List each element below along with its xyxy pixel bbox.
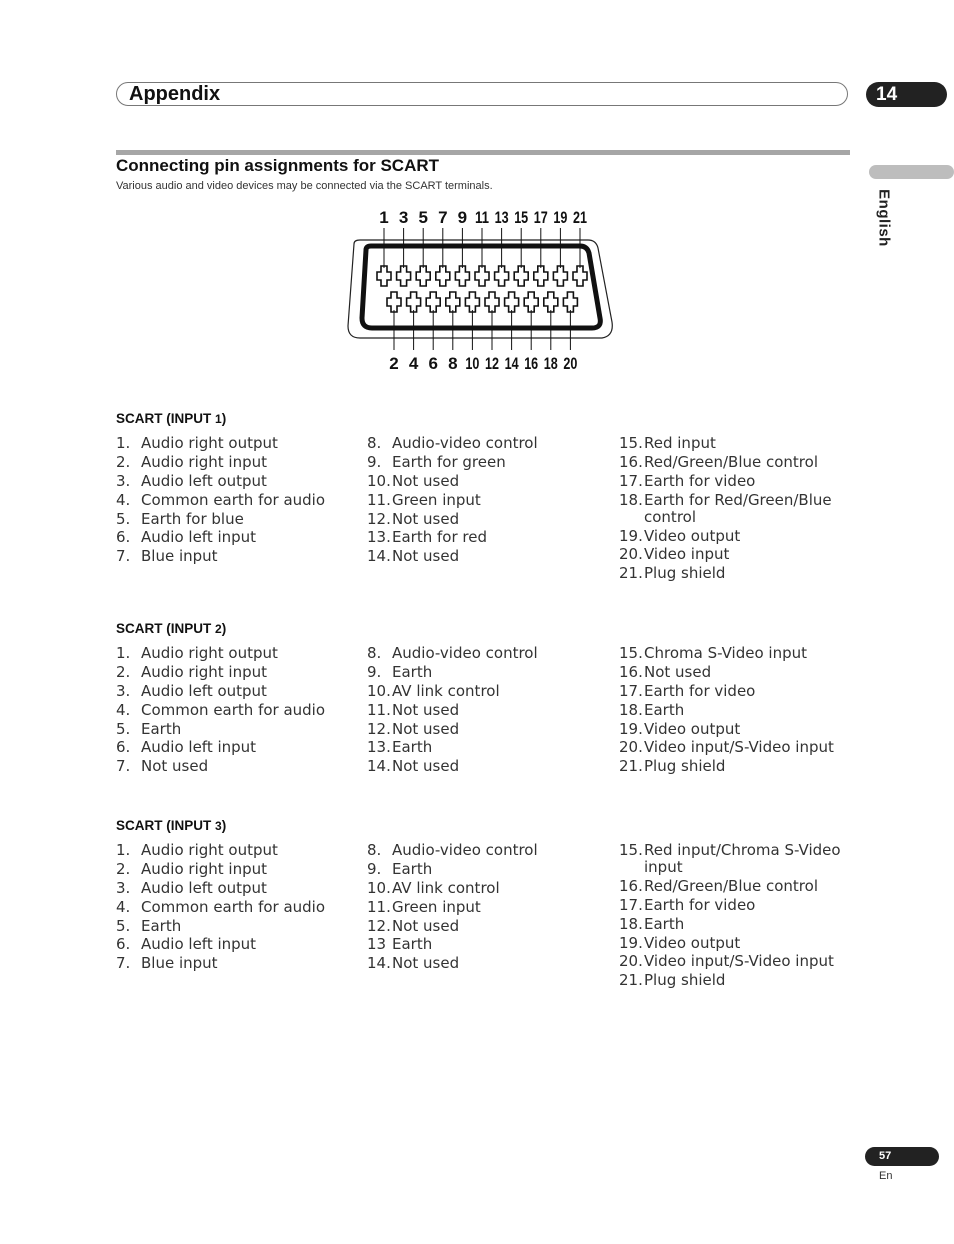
- pin-number: 3.: [116, 681, 131, 700]
- pin-10-contact: [465, 292, 479, 312]
- pin-number: 18.: [619, 700, 643, 719]
- list-item: [619, 972, 864, 989]
- pin-label: 9: [457, 208, 468, 227]
- pin-number: 16.: [619, 876, 643, 895]
- list-item: [367, 435, 612, 452]
- list-item: [367, 529, 612, 546]
- list-item: [367, 861, 612, 878]
- pin-number: 6.: [116, 935, 131, 954]
- scart-input-heading: [116, 621, 226, 636]
- pin-label: 5: [418, 208, 428, 227]
- pin-number: 14.: [367, 547, 391, 566]
- pin-function: Video input: [644, 545, 730, 564]
- pin-number: 7.: [116, 954, 131, 973]
- pin-label: 17: [533, 208, 548, 227]
- heading-text: SCART (INPUT: [116, 818, 215, 833]
- list-item: [367, 899, 612, 916]
- pin-function: Video output: [644, 526, 741, 545]
- list-item: [619, 683, 864, 700]
- pin-function: Audio left input: [141, 738, 257, 757]
- pin-number: 8.: [367, 434, 382, 452]
- pin-label: 4: [408, 354, 419, 373]
- pin-function: Audio-video control: [392, 434, 538, 452]
- pin-18-contact: [544, 292, 558, 312]
- pin-number: 6.: [116, 528, 131, 547]
- pin-function: Plug shield: [644, 971, 726, 990]
- pin-function: AV link control: [392, 878, 500, 897]
- pin-number: 4.: [116, 700, 131, 719]
- pin-16-contact: [524, 292, 538, 312]
- list-item: [619, 435, 864, 452]
- pin-label: 12: [485, 354, 499, 373]
- pin-function: Earth for red: [392, 528, 487, 547]
- chapter-badge: 14: [866, 82, 947, 107]
- pin-function: Not used: [392, 700, 460, 719]
- list-item: [619, 953, 864, 970]
- list-item: [116, 664, 361, 681]
- language-tab: [869, 165, 954, 179]
- pin-7-contact: [436, 266, 450, 286]
- scart-input-heading: [116, 818, 226, 833]
- pin-number: 4.: [116, 490, 131, 509]
- connector-outer-shell: [348, 240, 612, 338]
- pin-14-contact: [505, 292, 519, 312]
- pin-1-contact: [377, 266, 391, 286]
- pin-number: 12.: [367, 719, 391, 738]
- pin-label: 8: [448, 354, 458, 373]
- scart-input-heading: [116, 411, 226, 426]
- pin-number: 7.: [116, 547, 131, 566]
- list-item: [619, 454, 864, 471]
- heading-suffix: ): [221, 411, 227, 426]
- pin-function: Audio right output: [141, 434, 278, 452]
- pin-function: Earth for video: [644, 681, 756, 700]
- pin-number: 12.: [367, 916, 391, 935]
- heading-suffix: ): [221, 621, 227, 636]
- pin-number: 3.: [116, 878, 131, 897]
- pin-column: [619, 435, 864, 584]
- pin-number: 15.: [619, 841, 643, 859]
- pin-function: Plug shield: [644, 564, 726, 583]
- list-item: [116, 918, 361, 935]
- pin-function: Common earth for audio: [141, 700, 326, 719]
- pin-function: Earth for blue: [141, 509, 244, 528]
- pin-function: Not used: [392, 916, 460, 935]
- list-item: [367, 936, 612, 953]
- pin-label: 19: [553, 208, 568, 227]
- pin-function: Not used: [644, 662, 712, 681]
- list-item: [619, 565, 864, 582]
- pin-number: 9.: [367, 452, 382, 471]
- list-item: [619, 935, 864, 952]
- pin-function: Not used: [392, 509, 460, 528]
- list-item: [619, 702, 864, 719]
- pin-number: 5.: [116, 509, 131, 528]
- list-item: [116, 842, 361, 859]
- pin-2-contact: [387, 292, 401, 312]
- pin-number: 6.: [116, 738, 131, 757]
- pin-number: 13.: [367, 528, 391, 547]
- pin-label: 20: [563, 354, 578, 373]
- pin-number: 17.: [619, 895, 643, 914]
- pin-label: 11: [475, 208, 489, 227]
- pin-function: Not used: [392, 757, 460, 776]
- pin-number: 1.: [116, 841, 131, 859]
- pin-number: 20.: [619, 952, 643, 971]
- list-item: [619, 664, 864, 681]
- pin-function: Earth for Red/Green/Blue control: [644, 490, 832, 526]
- list-item: [619, 721, 864, 738]
- pin-number: 5.: [116, 719, 131, 738]
- pin-number: 16.: [619, 662, 643, 681]
- pin-column: [619, 645, 864, 777]
- pin-function: Common earth for audio: [141, 897, 326, 916]
- pin-function: Earth: [392, 935, 433, 954]
- heading-input-number: 3: [215, 819, 222, 833]
- pin-label: 14: [504, 354, 519, 373]
- pin-number: 11.: [367, 700, 391, 719]
- pin-function: Not used: [392, 954, 460, 973]
- pin-number: 9.: [367, 859, 382, 878]
- pin-number: 18.: [619, 490, 643, 509]
- pin-function: AV link control: [392, 681, 500, 700]
- heading-input-number: 1: [215, 412, 222, 426]
- list-item: [619, 758, 864, 775]
- list-item: [367, 739, 612, 756]
- pin-function: Blue input: [141, 954, 218, 973]
- pin-function: Red/Green/Blue control: [644, 452, 818, 471]
- list-item: [619, 739, 864, 756]
- list-item: [116, 548, 361, 565]
- pin-number: 8.: [367, 644, 382, 662]
- pin-function: Green input: [392, 897, 481, 916]
- pin-column: [116, 435, 361, 567]
- pin-15-contact: [514, 266, 528, 286]
- pin-function: Earth for video: [644, 895, 756, 914]
- section-title: Connecting pin assignments for SCART: [116, 156, 440, 175]
- pin-function: Audio right input: [141, 859, 267, 878]
- pin-number: 3.: [116, 471, 131, 490]
- pin-number: 10.: [367, 681, 391, 700]
- pin-function: Video input/S-Video input: [644, 952, 834, 971]
- heading-input-number: 2: [215, 622, 222, 636]
- pin-column: [367, 842, 612, 974]
- pin-function: Audio right output: [141, 841, 278, 859]
- list-item: [367, 955, 612, 972]
- pin-function: Earth: [644, 914, 685, 933]
- list-item: [116, 861, 361, 878]
- pin-label: 2: [389, 354, 399, 373]
- list-item: [367, 492, 612, 509]
- pin-label: 21: [573, 208, 587, 227]
- list-item: [619, 546, 864, 563]
- list-item: [367, 511, 612, 528]
- pin-function: Chroma S-Video input: [644, 644, 808, 662]
- page-title: Appendix: [129, 83, 221, 105]
- pin-column: [619, 842, 864, 991]
- scart-connector-diagram: [340, 200, 620, 380]
- heading-text: SCART (INPUT: [116, 411, 215, 426]
- list-item: [367, 473, 612, 490]
- connector-inner-shell: [362, 246, 600, 328]
- pin-function: Earth: [644, 700, 685, 719]
- pin-function: Plug shield: [644, 757, 726, 776]
- pin-label: 18: [543, 354, 558, 373]
- pin-6-contact: [426, 292, 440, 312]
- pin-label: 13: [494, 208, 509, 227]
- pin-label: 15: [514, 208, 529, 227]
- pin-function: Not used: [392, 471, 460, 490]
- pin-number: 7.: [116, 757, 131, 776]
- pin-number: 8.: [367, 841, 382, 859]
- pin-function: Earth: [392, 738, 433, 757]
- pin-number: 20.: [619, 738, 643, 757]
- section-description: Various audio and video devices may be connected via the SCART terminals.: [116, 180, 493, 192]
- pin-function: Earth: [141, 916, 182, 935]
- list-item: [116, 492, 361, 509]
- list-item: [116, 880, 361, 897]
- pin-column: [367, 435, 612, 567]
- pin-function: Earth: [141, 719, 182, 738]
- list-item: [367, 758, 612, 775]
- pin-number: 15.: [619, 644, 643, 662]
- list-item: [367, 918, 612, 935]
- pin-number: 17.: [619, 471, 643, 490]
- pin-number: 14.: [367, 954, 391, 973]
- list-item: [116, 721, 361, 738]
- pin-label: 1: [379, 208, 389, 227]
- list-item: [116, 955, 361, 972]
- pin-number: 10.: [367, 471, 391, 490]
- list-item: [367, 702, 612, 719]
- pin-number: 2.: [116, 662, 131, 681]
- list-item: [116, 739, 361, 756]
- pin-number: 10.: [367, 878, 391, 897]
- pin-label: 16: [524, 354, 539, 373]
- pin-4-contact: [407, 292, 421, 312]
- list-item: [367, 454, 612, 471]
- pin-function: Red input: [644, 434, 716, 452]
- pin-number: 15.: [619, 434, 643, 452]
- pin-function: Earth for video: [644, 471, 756, 490]
- language-label: English: [875, 189, 893, 247]
- pin-11-contact: [475, 266, 489, 286]
- pin-function: Green input: [392, 490, 481, 509]
- pin-label: 7: [438, 208, 448, 227]
- pin-19-contact: [553, 266, 567, 286]
- pin-function: Not used: [392, 719, 460, 738]
- pin-column: [116, 842, 361, 974]
- pin-5-contact: [416, 266, 430, 286]
- pin-17-contact: [534, 266, 548, 286]
- pin-number: 19.: [619, 526, 643, 545]
- list-item: [116, 758, 361, 775]
- pin-label: 6: [428, 354, 438, 373]
- pin-number: 11.: [367, 897, 391, 916]
- pin-function: Video input/S-Video input: [644, 738, 834, 757]
- pin-function: Red input/Chroma S-Video input: [644, 841, 841, 876]
- pin-20-contact: [563, 292, 577, 312]
- pin-number: 21.: [619, 971, 643, 990]
- pin-9-contact: [455, 266, 469, 286]
- list-item: [116, 529, 361, 546]
- pin-number: 2.: [116, 859, 131, 878]
- page-language: En: [879, 1170, 893, 1182]
- pin-function: Audio left output: [141, 681, 267, 700]
- pin-function: Audio right input: [141, 452, 267, 471]
- pin-number: 21.: [619, 564, 643, 583]
- pin-function: Audio left output: [141, 471, 267, 490]
- pin-number: 12.: [367, 509, 391, 528]
- heading-suffix: ): [221, 818, 227, 833]
- list-item: [367, 721, 612, 738]
- pin-number: 17.: [619, 681, 643, 700]
- list-item: [619, 842, 864, 876]
- pin-function: Red/Green/Blue control: [644, 876, 818, 895]
- pin-3-contact: [397, 266, 411, 286]
- pin-function: Blue input: [141, 547, 218, 566]
- list-item: [367, 842, 612, 859]
- pin-label: 3: [398, 208, 409, 227]
- pin-function: Audio-video control: [392, 841, 538, 859]
- pin-number: 13: [367, 935, 387, 954]
- list-item: [367, 645, 612, 662]
- pin-13-contact: [495, 266, 509, 286]
- section-rule: [116, 150, 850, 155]
- pin-number: 4.: [116, 897, 131, 916]
- pin-function: Audio left output: [141, 878, 267, 897]
- pin-function: Audio right input: [141, 662, 267, 681]
- pin-column: [116, 645, 361, 777]
- list-item: [619, 645, 864, 662]
- pin-number: 1.: [116, 644, 131, 662]
- list-item: [116, 511, 361, 528]
- list-item: [619, 473, 864, 490]
- list-item: [116, 899, 361, 916]
- pin-number: 19.: [619, 933, 643, 952]
- pin-function: Common earth for audio: [141, 490, 326, 509]
- list-item: [367, 664, 612, 681]
- pin-number: 13.: [367, 738, 391, 757]
- pin-number: 21.: [619, 757, 643, 776]
- pin-number: 20.: [619, 545, 643, 564]
- list-item: [367, 880, 612, 897]
- list-item: [116, 454, 361, 471]
- pin-function: Audio-video control: [392, 644, 538, 662]
- pin-function: Audio left input: [141, 935, 257, 954]
- list-item: [116, 936, 361, 953]
- pin-function: Video output: [644, 719, 741, 738]
- pin-function: Not used: [392, 547, 460, 566]
- pin-function: Earth: [392, 859, 433, 878]
- heading-text: SCART (INPUT: [116, 621, 215, 636]
- pin-label: 10: [465, 354, 480, 373]
- pin-number: 1.: [116, 434, 131, 452]
- list-item: [619, 528, 864, 545]
- pin-21-contact: [573, 266, 587, 286]
- pin-function: Earth: [392, 662, 433, 681]
- list-item: [116, 683, 361, 700]
- pin-number: 19.: [619, 719, 643, 738]
- pin-number: 9.: [367, 662, 382, 681]
- pin-number: 2.: [116, 452, 131, 471]
- list-item: [367, 548, 612, 565]
- pin-function: Video output: [644, 933, 741, 952]
- list-item: [619, 878, 864, 895]
- list-item: [619, 897, 864, 914]
- list-item: [367, 683, 612, 700]
- pin-12-contact: [485, 292, 499, 312]
- page-number-badge: 57: [865, 1147, 939, 1166]
- pin-number: 5.: [116, 916, 131, 935]
- pin-function: Earth for green: [392, 452, 506, 471]
- pin-column: [367, 645, 612, 777]
- pin-8-contact: [446, 292, 460, 312]
- pin-function: Audio left input: [141, 528, 257, 547]
- pin-number: 18.: [619, 914, 643, 933]
- list-item: [116, 473, 361, 490]
- pin-function: Audio right output: [141, 644, 278, 662]
- list-item: [116, 645, 361, 662]
- list-item: [116, 435, 361, 452]
- list-item: [619, 492, 864, 526]
- header-bar: [116, 82, 848, 106]
- list-item: [116, 702, 361, 719]
- pin-number: 11.: [367, 490, 391, 509]
- pin-function: Not used: [141, 757, 209, 776]
- list-item: [619, 916, 864, 933]
- pin-number: 14.: [367, 757, 391, 776]
- pin-number: 16.: [619, 452, 643, 471]
